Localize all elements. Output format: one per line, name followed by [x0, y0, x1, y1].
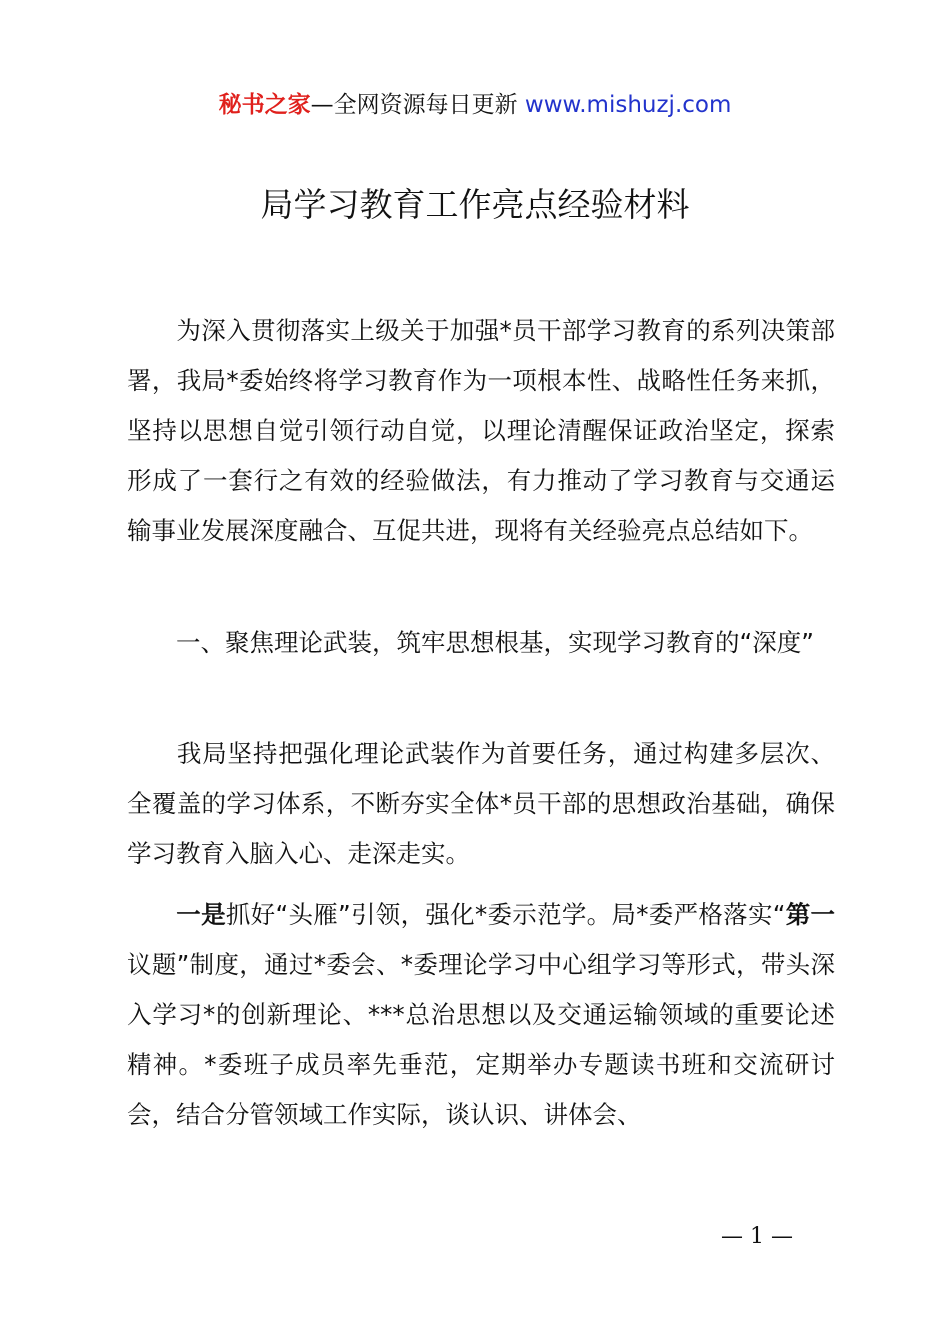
point-one-lead: 一是 [176, 900, 226, 929]
document-title: 局学习教育工作亮点经验材料 [260, 185, 690, 224]
header-tagline: —全网资源每日更新 [310, 92, 525, 118]
point-one-bold-term: 第一 [785, 900, 836, 929]
section-body-paragraph [127, 729, 835, 879]
section-heading-text: 一、聚焦理论武装，筑牢思想根基，实现学习教育的“深度” [176, 628, 814, 657]
page-number: — 1 — [721, 1224, 793, 1249]
point-one-paragraph [127, 890, 835, 1140]
section-heading [127, 618, 835, 668]
site-url-link[interactable]: www.mishuzj.com [524, 92, 732, 118]
point-one-text-part1: 抓好“头雁”引领，强化*委示范学。局*委严格落实“ [225, 900, 786, 929]
section-body-text: 我局坚持把强化理论武装作为首要任务，通过构建多层次、全覆盖的学习体系，不断夯实全体*员干部的思想政治基础，确保学习教育入脑入心、走深走实。 [127, 739, 835, 868]
site-header [0, 88, 950, 122]
brand-name: 秘书之家 [218, 92, 311, 118]
intro-paragraph [127, 306, 835, 556]
point-one-text-part2: 议题”制度，通过*委会、*委理论学习中心组学习等形式，带头深入学习*的创新理论、***总治思想以及交通运输领域的重要论述精神。*委班子成员率先垂范，定期举办专题读书班和交流研讨会，结合分管领域工作实际，谈认识、讲体会、 [127, 950, 835, 1129]
intro-text: 为深入贯彻落实上级关于加强*员干部学习教育的系列决策部署，我局*委始终将学习教育作为一项根本性、战略性任务来抓，坚持以思想自觉引领行动自觉，以理论清醒保证政治坚定，探索形成了一套行之有效的经验做法，有力推动了学习教育与交通运输事业发展深度融合、互促共进，现将有关经验亮点总结如下。 [127, 316, 835, 545]
